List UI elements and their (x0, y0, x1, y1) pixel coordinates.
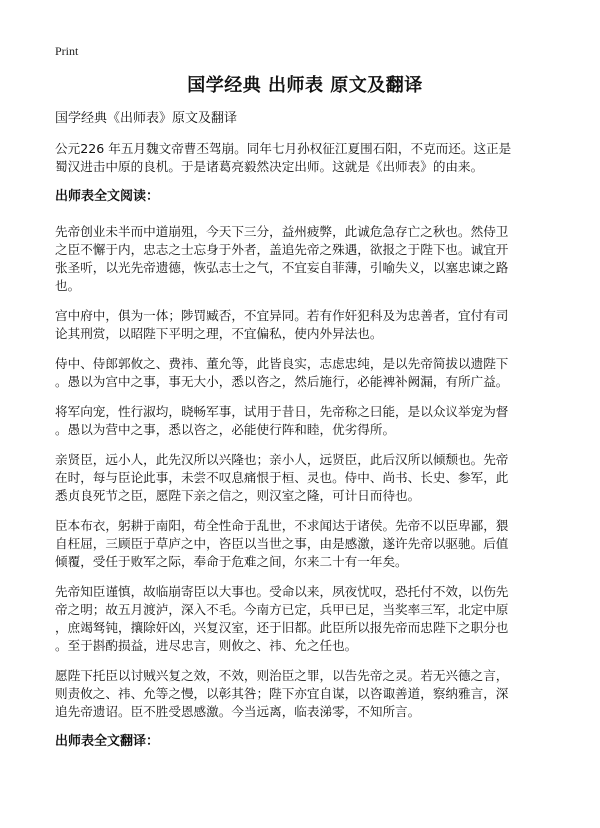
paragraph (55, 223, 555, 295)
text-line: 先帝创业未半而中道崩殂，今天下三分，益州疲弊，此诚危急存亡之秋也。然侍卫 (55, 224, 509, 239)
paragraph (55, 307, 555, 343)
text-line: 也。 (55, 278, 81, 293)
subtitle: 国学经典《出师表》原文及翻译 (55, 111, 238, 126)
text-line: 臣本布衣，躬耕于南阳，苟全性命于乱世，不求闻达于诸侯。先帝不以臣卑鄙，猥 (55, 518, 509, 533)
paragraph (55, 583, 555, 655)
text-line: 悉贞良死节之臣，愿陛下亲之信之，则汉室之隆，可计日而待也。 (55, 488, 421, 503)
text-line: 。至于斟酌损益，进尽忠言，则攸之、祎、允之任也。 (55, 638, 358, 653)
text-line: 蜀汉进击中原的良机。于是诸葛亮毅然决定出师。这就是《出师表》的由来。 (55, 159, 484, 174)
text-line: 。愚以为宫中之事，事无大小，悉以咨之，然后施行，必能裨补阙漏，有所广益。 (55, 374, 509, 389)
text-line: 先帝知臣谨慎，故临崩寄臣以大事也。受命以来，夙夜忧叹，恐托付不效，以伤先 (55, 584, 509, 599)
page-title: 国学经典 出师表 原文及翻译 (187, 75, 423, 96)
text-line: 公元226 年五月魏文帝曹丕驾崩。同年七月孙权征江夏围石阳，不克而还。这正是 (55, 141, 512, 156)
paragraph (55, 451, 555, 505)
text-line: 帝之明；故五月渡泸，深入不毛。今南方已定，兵甲已足，当奖率三军，北定中原 (55, 602, 509, 617)
text-line: 论其刑赏，以昭陛下平明之理，不宜偏私，使内外异法也。 (55, 326, 383, 341)
text-line: 张圣听，以光先帝遗德，恢弘志士之气，不宜妄自菲薄，引喻失义，以塞忠谏之路 (55, 260, 509, 275)
text-line: 之臣不懈于内，忠志之士忘身于外者，盖追先帝之殊遇，欲报之于陛下也。诚宜开 (55, 242, 509, 257)
intro-paragraph (55, 140, 555, 176)
section-heading-translation: 出师表全文翻译： (55, 734, 160, 749)
text-line: 侍中、侍郎郭攸之、费祎、董允等，此皆良实，志虑忠纯，是以先帝简拔以遗陛下 (55, 356, 509, 371)
print-link[interactable]: Print (55, 44, 79, 58)
original-text (55, 223, 555, 721)
document-page (55, 44, 555, 768)
paragraph (55, 517, 555, 571)
text-line: ，庶竭驽钝，攘除奸凶，兴复汉室，还于旧都。此臣所以报先帝而忠陛下之职分也 (55, 620, 509, 635)
text-line: 追先帝遗诏。臣不胜受恩感激。今当远离，临表涕零，不知所言。 (55, 704, 421, 719)
text-line: 亲贤臣，远小人，此先汉所以兴隆也；亲小人，远贤臣，此后汉所以倾颓也。先帝 (55, 452, 509, 467)
section-heading-original: 出师表全文阅读： (55, 189, 160, 204)
text-line: 愿陛下托臣以讨贼兴复之效，不效，则治臣之罪，以告先帝之灵。若无兴德之言， (55, 668, 509, 683)
text-line: 将军向宠，性行淑均，晓畅军事，试用于昔日，先帝称之曰能，是以众议举宠为督 (55, 404, 509, 419)
text-line: 倾覆，受任于败军之际，奉命于危难之间，尔来二十有一年矣。 (55, 554, 408, 569)
text-line: 。愚以为营中之事，悉以咨之，必能使行阵和睦，优劣得所。 (55, 422, 396, 437)
text-line: 自枉屈，三顾臣于草庐之中，咨臣以当世之事，由是感激，遂许先帝以驱驰。后值 (55, 536, 509, 551)
paragraph (55, 355, 555, 391)
text-line: 宫中府中，俱为一体；陟罚臧否，不宜异同。若有作奸犯科及为忠善者，宜付有司 (55, 308, 509, 323)
text-line: 在时，每与臣论此事，未尝不叹息痛恨于桓、灵也。侍中、尚书、长史、参军，此 (55, 470, 509, 485)
text-line: 则责攸之、祎、允等之慢，以彰其咎；陛下亦宜自谋，以咨诹善道，察纳雅言，深 (55, 686, 509, 701)
paragraph (55, 667, 555, 721)
paragraph (55, 403, 555, 439)
